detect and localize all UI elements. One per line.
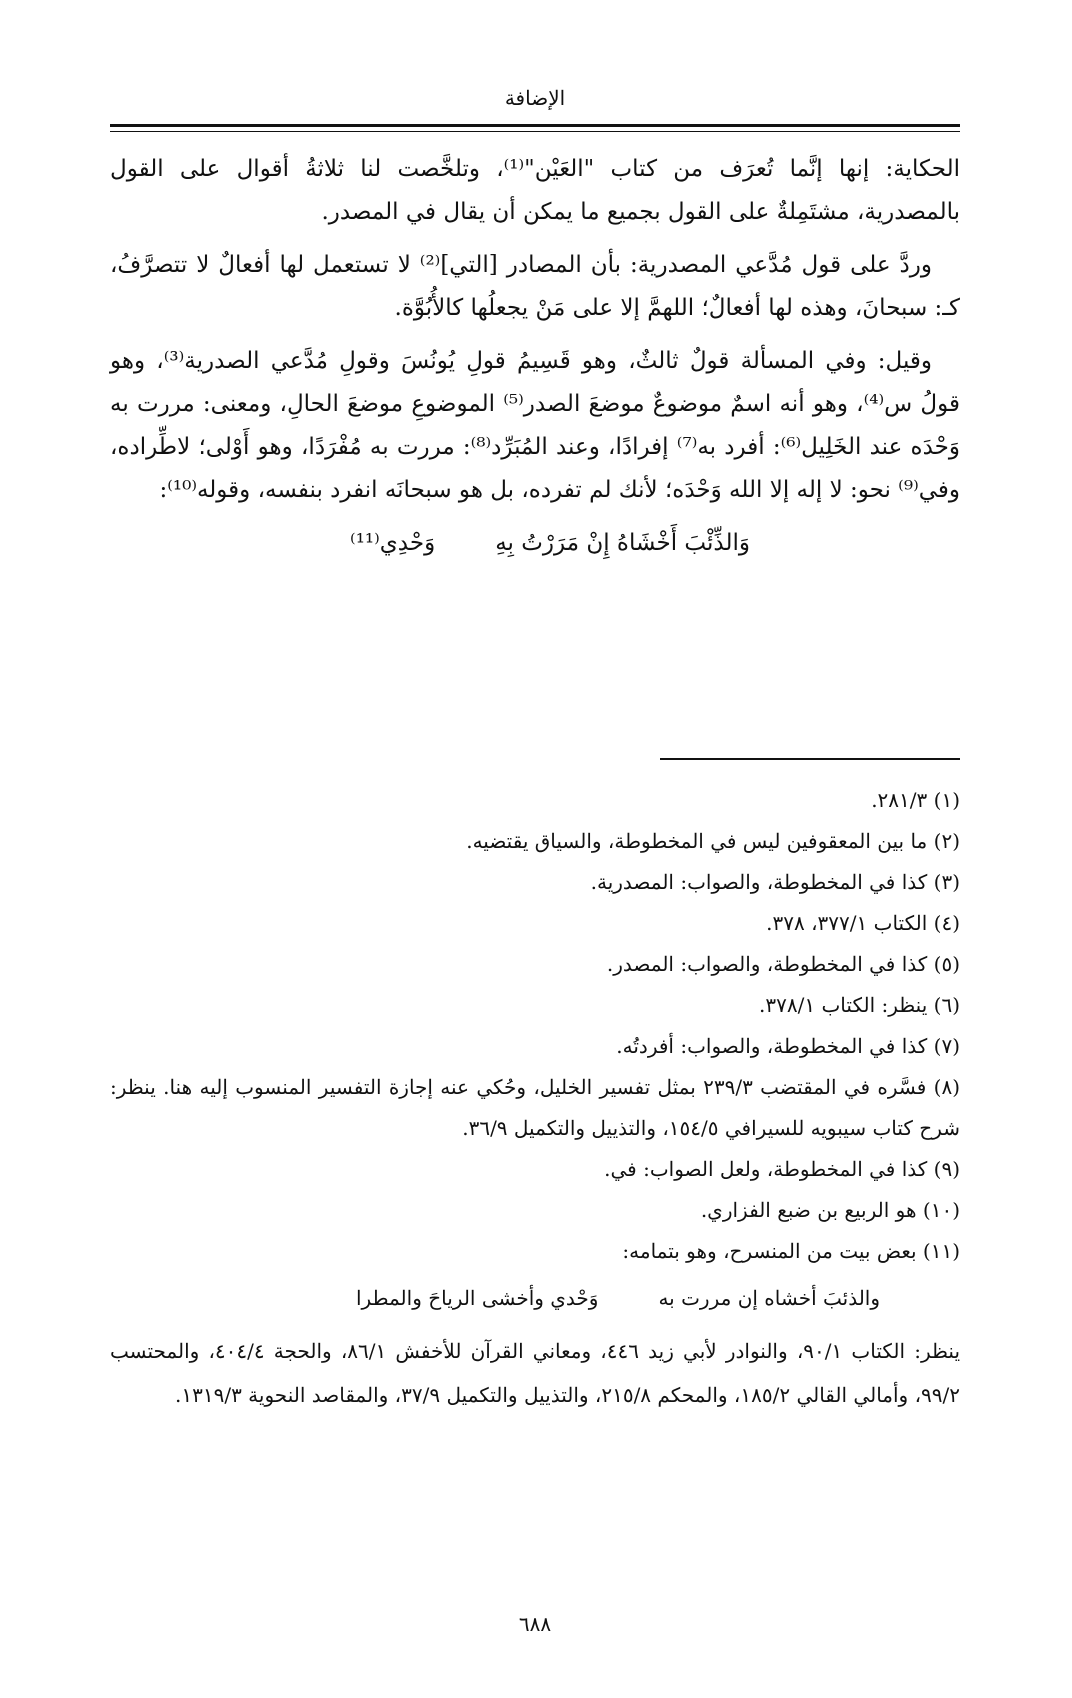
footnotes — [110, 780, 960, 1437]
book-page — [110, 0, 960, 1698]
verse-first-hemistich: وَالذِّئْبَ أَخْشَاهُ إِنْ مَرَرْتُ بِهِ — [495, 530, 750, 556]
footnote-verse-first-hemistich: والذئبَ أخشاه إن مررت به — [658, 1286, 880, 1310]
footnote-separator — [660, 758, 960, 760]
footnote-references: ينظر: الكتاب ٩٠/١، والنوادر لأبي زيد ٤٤٦، ومعاني القرآن للأخفش ٨٦/١، والحجة ٤٠٤/٤، والمحتسب ٩٩/٢، وأمالي القالي ١٨٥/٢، والمحكم ٢١٥/٨، والتذييل والتكميل ٣٧/٩، والمقاصد النحوية ١٣١٩/٣. — [110, 1339, 961, 1407]
footnote-3: (٣) كذا في المخطوطة، والصواب: المصدرية. — [590, 870, 960, 894]
paragraph-1: الحكاية: إنها إنَّما تُعرَف من كتاب "العَيْن"⁽¹⁾، وتلخَّصت لنا ثلاثةُ أقوال على القول بالمصدرية، مشتَمِلةٌ على القول بجميع ما يمكن أن يقال في المصدر. — [110, 156, 960, 225]
verse-second-hemistich: وَحْدِي⁽¹¹⁾ — [350, 530, 436, 556]
footnote-1: (١) ٢٨١/٣. — [871, 788, 960, 812]
footnote-verse-second-hemistich: وَحْدي وأخشى الرياحَ والمطرا — [355, 1286, 599, 1310]
footnote-11: (١١) بعض بيت من المنسرح، وهو بتمامه: — [622, 1239, 960, 1263]
footnote-verse — [110, 1278, 960, 1319]
footnote-7: (٧) كذا في المخطوطة، والصواب: أفردتُه. — [616, 1034, 960, 1058]
footnote-5: (٥) كذا في المخطوطة، والصواب: المصدر. — [606, 952, 960, 976]
paragraph-3: وقيل: وفي المسألة قولٌ ثالثٌ، وهو قَسِيمُ قولِ يُونُسَ وقولِ مُدَّعي الصدرية⁽³⁾، وهو قولُ س⁽⁴⁾، وهو أنه اسمٌ موضوعٌ موضعَ الصدر⁽⁵⁾ الموضوعِ موضعَ الحالِ، ومعنى: مررت به وَحْدَه عند الخَلِيل⁽⁶⁾: أفرد به⁽⁷⁾ إفرادًا، وعند المُبَرِّد⁽⁸⁾: مررت به مُفْرَدًا، وهو أَوْلى؛ لاطِّراده، وفي⁽⁹⁾ نحو: لا إله إلا الله وَحْدَه؛ لأنك لم تفرده، بل هو سبحانَه انفرد بنفسه، وقوله⁽¹⁰⁾: — [110, 348, 960, 503]
header-rule-thick — [110, 124, 960, 127]
footnote-8: (٨) فسَّره في المقتضب ٢٣٩/٣ بمثل تفسير الخليل، وحُكي عنه إجازة التفسير المنسوب إليه هنا. ينظر: شرح كتاب سيبويه للسيرافي ١٥٤/٥، والتذييل والتكميل ٣٦/٩. — [110, 1075, 961, 1140]
page-number: ٦٨٨ — [518, 1612, 552, 1636]
footnote-6: (٦) ينظر: الكتاب ٣٧٨/١. — [759, 993, 960, 1017]
footnote-9: (٩) كذا في المخطوطة، ولعل الصواب: في. — [604, 1157, 960, 1181]
footnote-4: (٤) الكتاب ٣٧٧/١، ٣٧٨. — [766, 911, 960, 935]
footnote-2: (٢) ما بين المعقوفين ليس في المخطوطة، والسياق يقتضيه. — [466, 829, 960, 853]
footnote-10: (١٠) هو الربيع بن ضبع الفزاري. — [700, 1198, 960, 1222]
running-title: الإضافة — [504, 86, 566, 110]
main-text — [110, 148, 960, 565]
paragraph-2: وردَّ على قول مُدَّعي المصدرية: بأن المصادر [التي]⁽²⁾ لا تستعمل لها أفعالٌ لا تتصرَّفُ، كـ: سبحانَ، وهذه لها أفعالٌ؛ اللهمَّ إلا على مَنْ يجعلُها كالأُبُوَّة. — [110, 252, 960, 321]
poetry-verse — [110, 522, 960, 565]
header-rule-thin — [110, 131, 960, 132]
